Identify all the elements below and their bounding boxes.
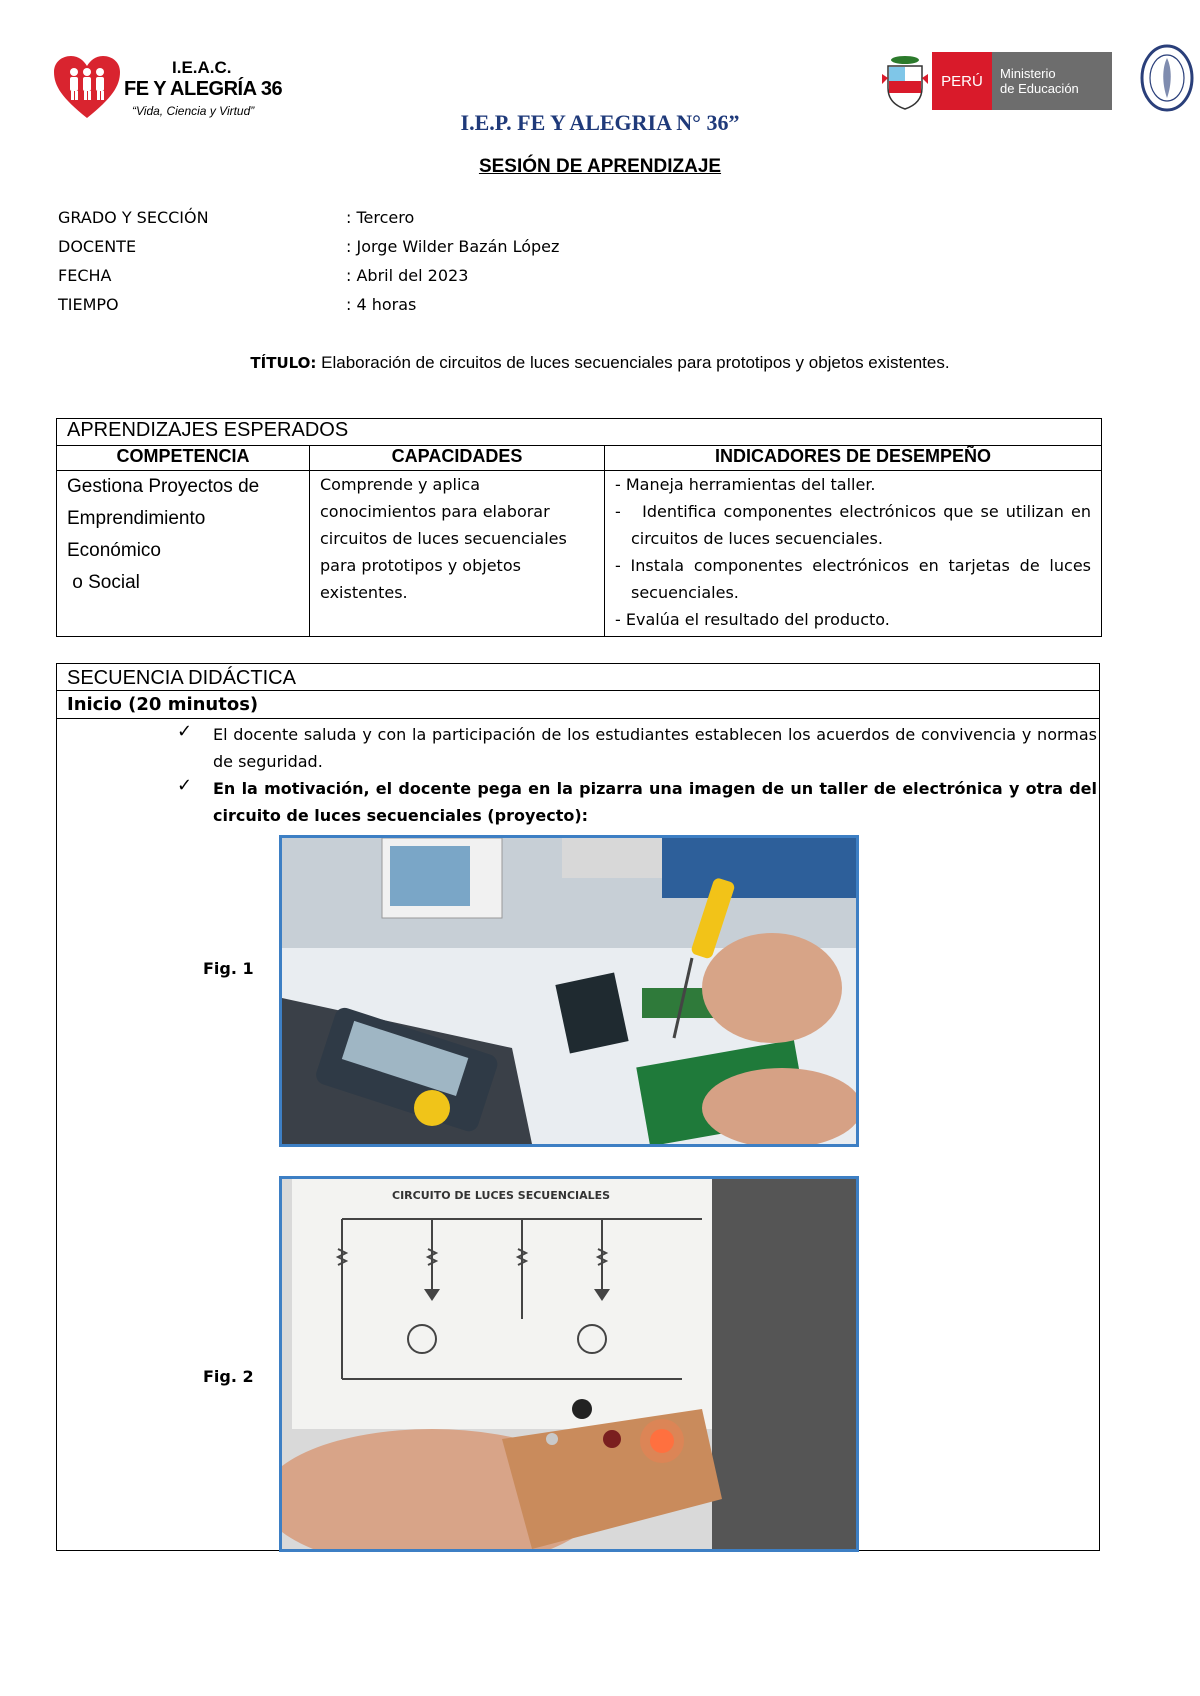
competencia-line: Gestiona Proyectos de: [67, 476, 260, 497]
info-label-grado: GRADO Y SECCIÓN: [58, 208, 209, 227]
info-value-docente: : Jorge Wilder Bazán López: [346, 237, 560, 256]
inicio-heading: Inicio (20 minutos): [56, 691, 1100, 719]
learning-outcomes-heading: APRENDIZAJES ESPERADOS: [57, 419, 1102, 446]
competencia-line: Emprendimiento: [67, 508, 206, 529]
column-capacidades: CAPACIDADES: [310, 446, 605, 471]
indicadores-cell: [605, 471, 1102, 637]
info-value-grado: : Tercero: [346, 208, 415, 227]
competencia-cell: [57, 471, 310, 637]
topic-text: Elaboración de circuitos de luces secuenciales para prototipos y objetos existentes.: [316, 353, 950, 372]
ministry-logo: [932, 52, 1112, 110]
didactic-sequence-table: [56, 663, 1102, 1551]
peru-coat-of-arms-icon: [880, 54, 930, 110]
indicador-item: - Maneja herramientas del taller.: [615, 475, 876, 494]
capacidad-cell: Comprende y aplica conocimientos para elaborar circuitos de luces secuenciales para prototipos y objetos existentes.: [310, 471, 605, 637]
circuit-diagram-heading: CIRCUITO DE LUCES SECUENCIALES: [392, 1189, 611, 1202]
info-label-fecha: FECHA: [58, 266, 112, 285]
electronics-workshop-illustration: [282, 838, 856, 1144]
school-logo-line1: I.E.A.C.: [172, 58, 232, 77]
check-icon: ✓: [177, 721, 193, 742]
peru-label: PERÚ: [932, 52, 992, 110]
indicador-item: - Evalúa el resultado del producto.: [615, 610, 890, 629]
competencia-line: Económico: [67, 540, 161, 561]
sequential-lights-circuit-image: [279, 1176, 859, 1552]
school-title: I.E.P. FE Y ALEGRIA N° 36”: [460, 110, 740, 135]
info-value-tiempo: : 4 horas: [346, 295, 417, 314]
check-icon: ✓: [177, 775, 193, 796]
info-value-fecha: : Abril del 2023: [346, 266, 469, 285]
bullet-motivation: En la motivación, el docente pega en la pizarra una imagen de un taller de electrónica y otra del circuito de luces secuenciales (proyecto):: [213, 779, 1097, 825]
fig2-label: Fig. 2: [203, 1367, 254, 1386]
competencia-line: o Social: [67, 572, 140, 593]
ministry-name: [992, 52, 1112, 110]
inicio-body: [56, 719, 1100, 1551]
indicador-item: - Instala componentes electrónicos en tarjetas de luces secuenciales.: [615, 556, 1091, 602]
topic-label: TÍTULO:: [250, 354, 317, 372]
column-competencia: COMPETENCIA: [57, 446, 310, 471]
learning-outcomes-table: [56, 418, 1102, 637]
info-label-docente: DOCENTE: [58, 237, 137, 256]
ministry-name-line2: de Educación: [1000, 81, 1079, 96]
column-indicadores: INDICADORES DE DESEMPEÑO: [605, 446, 1102, 471]
session-topic: [0, 353, 1200, 373]
bullet-greeting: El docente saluda y con la participación de los estudiantes establecen los acuerdos de convivencia y normas de seguridad.: [213, 725, 1097, 771]
school-logo-motto: “Vida, Ciencia y Virtud”: [132, 104, 255, 118]
school-logo-line2: FE Y ALEGRÍA 36: [124, 78, 283, 100]
indicador-item: - Identifica componentes electrónicos que se utilizan en circuitos de luces secuenciales.: [615, 502, 1097, 548]
didactic-sequence-heading: SECUENCIA DIDÁCTICA: [56, 663, 1100, 691]
institution-seal-icon: [1140, 44, 1194, 112]
info-label-tiempo: TIEMPO: [58, 295, 119, 314]
ministry-name-line1: Ministerio: [1000, 66, 1056, 81]
fig1-label: Fig. 1: [203, 959, 254, 978]
session-title: SESIÓN DE APRENDIZAJE: [478, 156, 722, 177]
sequential-lights-circuit-illustration: [282, 1179, 856, 1549]
electronics-workshop-image: [279, 835, 859, 1147]
